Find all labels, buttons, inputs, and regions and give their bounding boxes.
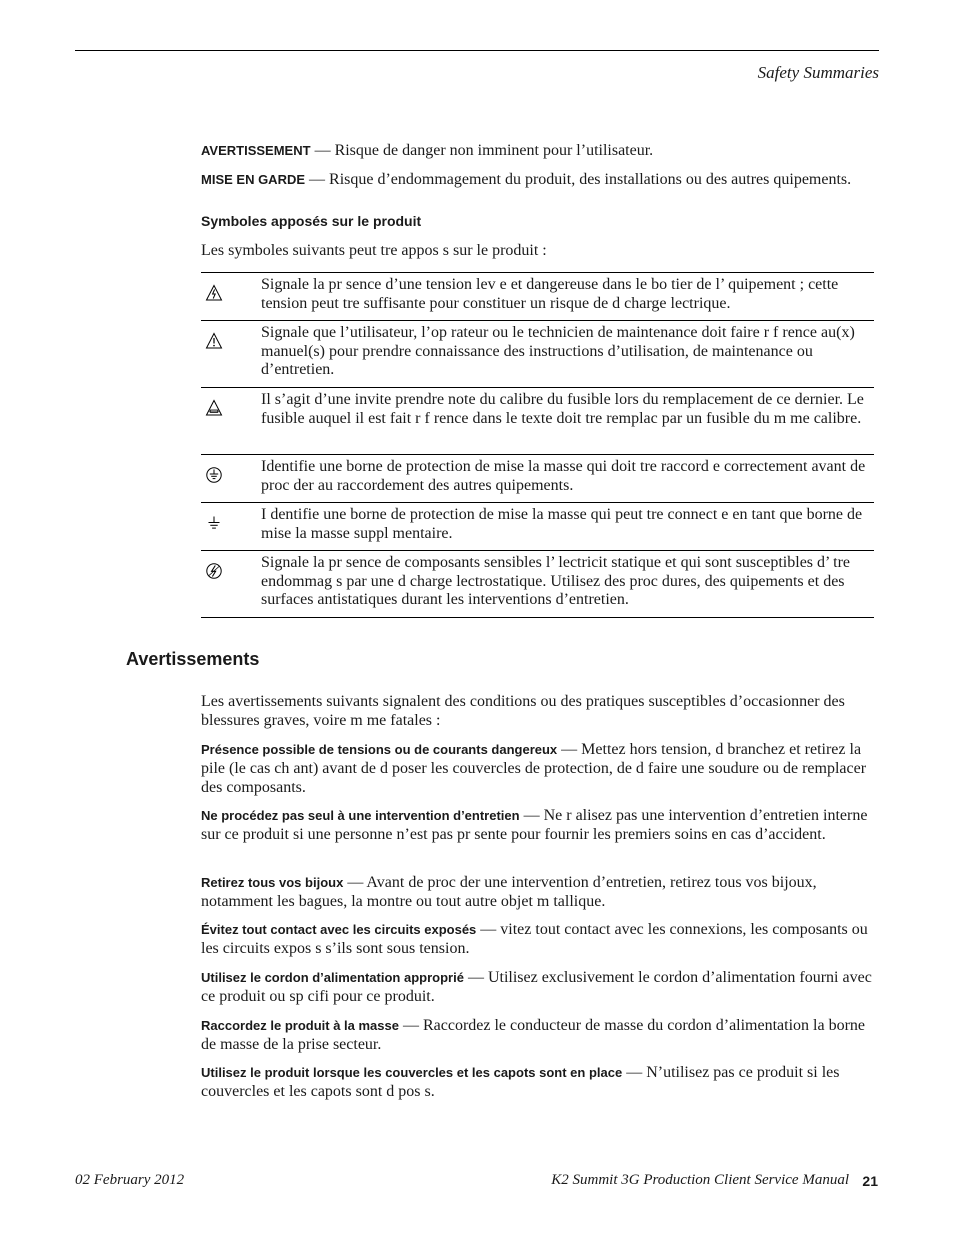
warning-text: — Raccordez le conducteur de masse du cordon d’alimentation la borne de masse de la prise secteur.	[201, 1017, 866, 1053]
definition-avertissement	[201, 141, 876, 160]
caution-warning-icon	[201, 324, 261, 381]
warning-text: — Mettez hors tension, d branchez et retirez la pile (le cas ch ant) avant de d poser les couvercles de protection, de d faire une soudure ou de remplacer des composants.	[201, 741, 867, 796]
definition-text: — Risque d’endommagement du produit, des installations ou des autres quipements.	[305, 171, 852, 188]
symbols-intro: Les symboles suivants peut tre appos s sur le produit :	[201, 242, 547, 259]
warnings-heading: Avertissements	[126, 649, 260, 669]
symbol-row	[201, 273, 874, 321]
symbol-row	[201, 388, 874, 455]
warning-item	[201, 920, 876, 958]
header-rule	[75, 50, 879, 51]
symbol-description: Signale que l’utilisateur, l’op rateur ou le technicien de maintenance doit faire r f rence au(x) manuel(s) pour prendre connaissance des instructions d’utilisation, de maintenance ou d’entretien.	[261, 324, 855, 378]
fuse-replacement-icon	[201, 391, 261, 448]
warning-text: — N’utilisez pas ce produit si les couvercles et les capots sont d pos s.	[201, 1064, 840, 1100]
symbol-row	[201, 503, 874, 551]
definition-mise-en-garde	[201, 170, 876, 189]
warning-term: Utilisez le cordon d’alimentation approprié	[201, 970, 464, 985]
symbol-row	[201, 455, 874, 503]
warning-text: — Ne r alisez pas une intervention d’entretien interne sur ce produit si une personne n’est pas pr sente pour fournir les premiers soins en cas d’accident.	[201, 807, 868, 843]
definition-term: MISE EN GARDE	[201, 172, 306, 187]
symbol-row	[201, 551, 874, 618]
symbol-row	[201, 321, 874, 388]
page-number: 21	[862, 1173, 878, 1189]
page-header-title: Safety Summaries	[757, 63, 879, 82]
symbols-heading: Symboles apposés sur le produit	[201, 213, 422, 229]
symbol-description: I dentifie une borne de protection de mise la masse qui peut tre connect e en tant que borne de mise la masse suppl mentaire.	[261, 506, 863, 542]
warning-item	[201, 873, 876, 911]
warning-item	[201, 1063, 876, 1101]
warning-item	[201, 1016, 876, 1054]
warning-term: Utilisez le produit lorsque les couvercles et les capots sont en place	[201, 1065, 623, 1080]
symbol-description: Il s’agit d’une invite prendre note du calibre du fusible lors du remplacement de ce dernier. Le fusible auquel il est fait r f rence dans le texte doit tre remplac par un fusible du m me calibre.	[261, 391, 864, 427]
footer-manual-title: K2 Summit 3G Production Client Service Manual	[551, 1172, 849, 1188]
symbol-description: Identifie une borne de protection de mise la masse qui doit tre raccord e correctement avant de proc der au raccordement des autres quipements.	[261, 458, 866, 494]
definition-term: AVERTISSEMENT	[201, 143, 311, 158]
protective-earth-icon	[201, 458, 261, 496]
warning-term: Retirez tous vos bijoux	[201, 875, 344, 890]
warning-item	[201, 968, 876, 1006]
definition-text: — Risque de danger non imminent pour l’utilisateur.	[310, 142, 654, 159]
warning-text: — vitez tout contact avec les connexions, les composants ou les circuits expos s s’ils sont sous tension.	[201, 921, 868, 957]
footer-date: 02 February 2012	[75, 1172, 185, 1188]
symbols-table	[201, 272, 874, 618]
symbol-description: Signale la pr sence de composants sensibles l’ lectricit statique et qui sont susceptibles d’ tre endommag s par une d charge lectrostatique. Utilisez des proc dures, des quipements et des surfaces antistatiques durant les interventions d’entretien.	[261, 554, 851, 608]
warnings-intro: Les avertissements suivants signalent des conditions ou des pratiques susceptibles d’occasionner des blessures graves, voire m me fatales :	[201, 693, 845, 729]
esd-sensitive-icon	[201, 554, 261, 611]
warning-term: Évitez tout contact avec les circuits exposés	[201, 922, 477, 937]
warning-item	[201, 740, 876, 797]
warning-term: Raccordez le produit à la masse	[201, 1018, 399, 1033]
warning-term: Ne procédez pas seul à une intervention d’entretien	[201, 808, 520, 823]
symbol-description: Signale la pr sence d’une tension lev e et dangereuse dans le bo tier de l’ quipement ; cette tension peut tre suffisante pour constituer un risque de d charge lectrique.	[261, 276, 839, 312]
warning-item	[201, 806, 876, 844]
warning-term: Présence possible de tensions ou de courants dangereux	[201, 742, 558, 757]
high-voltage-warning-icon	[201, 276, 261, 314]
ground-terminal-icon	[201, 506, 261, 544]
warning-text: — Utilisez exclusivement le cordon d’alimentation fourni avec ce produit ou sp cifi pour ce produit.	[201, 969, 872, 1005]
warning-text: — Avant de proc der une intervention d’entretien, retirez tous vos bijoux, notamment les bagues, la montre ou tout autre objet m tallique.	[201, 874, 817, 910]
